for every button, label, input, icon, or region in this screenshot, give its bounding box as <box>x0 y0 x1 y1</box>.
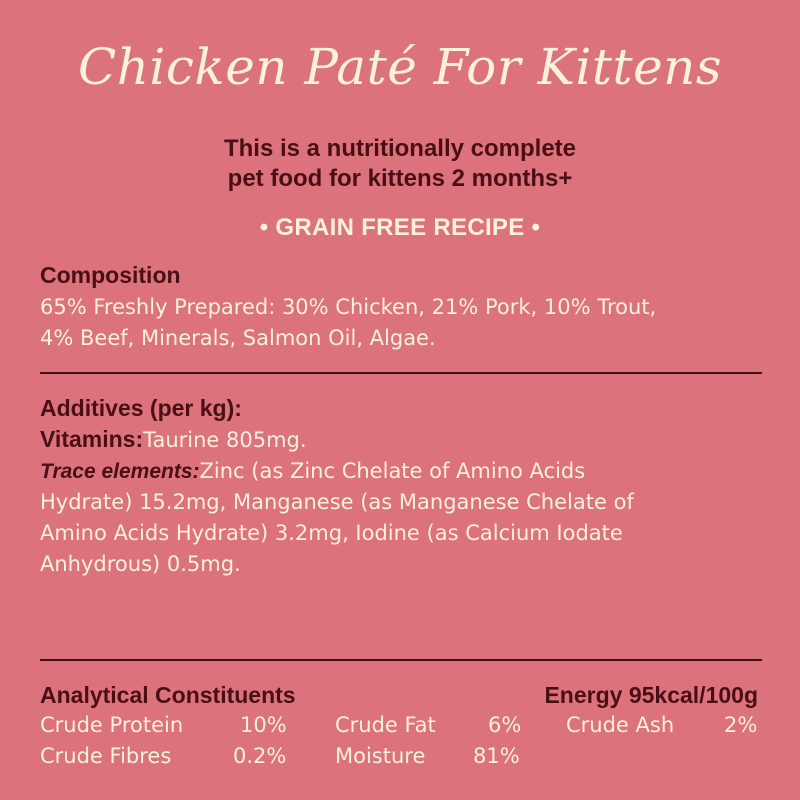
moisture-value: 81% <box>473 744 520 768</box>
energy-value: Energy 95kcal/100g <box>544 682 758 708</box>
additives-heading: Additives (per kg): <box>40 395 242 421</box>
vitamins-value: Taurine 805mg. <box>143 428 307 452</box>
ash-value: 2% <box>724 713 758 737</box>
trace-value-1: Zinc (as Zinc Chelate of Amino Acids <box>199 459 586 483</box>
additives-text <box>40 424 770 580</box>
composition-line-2: 4% Beef, Minerals, Salmon Oil, Algae. <box>40 326 436 350</box>
moisture-label: Moisture <box>335 744 426 768</box>
vitamins-label: Vitamins: <box>40 426 144 452</box>
fibres-label: Crude Fibres <box>40 744 172 768</box>
intro-statement <box>0 134 800 194</box>
divider-1 <box>40 372 762 374</box>
trace-line-1 <box>40 456 770 487</box>
fibres-value: 0.2% <box>233 744 287 768</box>
intro-line-1: This is a nutritionally complete <box>223 135 577 162</box>
fat-label: Crude Fat <box>335 713 436 737</box>
trace-line-2: Hydrate) 15.2mg, Manganese (as Manganese Chelate of <box>40 490 634 514</box>
divider-2 <box>40 659 762 661</box>
intro-line-2: pet food for kittens 2 months+ <box>227 165 573 192</box>
composition-line-1: 65% Freshly Prepared: 30% Chicken, 21% Pork, 10% Trout, <box>40 295 657 319</box>
composition-heading: Composition <box>40 262 181 288</box>
trace-line-3: Amino Acids Hydrate) 3.2mg, Iodine (as Calcium Iodate <box>40 521 623 545</box>
grain-free-banner: • GRAIN FREE RECIPE • <box>259 214 541 241</box>
protein-label: Crude Protein <box>40 713 184 737</box>
trace-label: Trace elements: <box>40 460 200 483</box>
protein-value: 10% <box>240 713 287 737</box>
analytical-heading: Analytical Constituents <box>40 682 296 708</box>
fat-value: 6% <box>488 713 522 737</box>
product-title: Chicken Paté For Kittens <box>77 38 723 96</box>
vitamins-line <box>40 424 770 456</box>
ash-label: Crude Ash <box>566 713 675 737</box>
trace-line-4: Anhydrous) 0.5mg. <box>40 552 241 576</box>
composition-text <box>40 292 770 354</box>
